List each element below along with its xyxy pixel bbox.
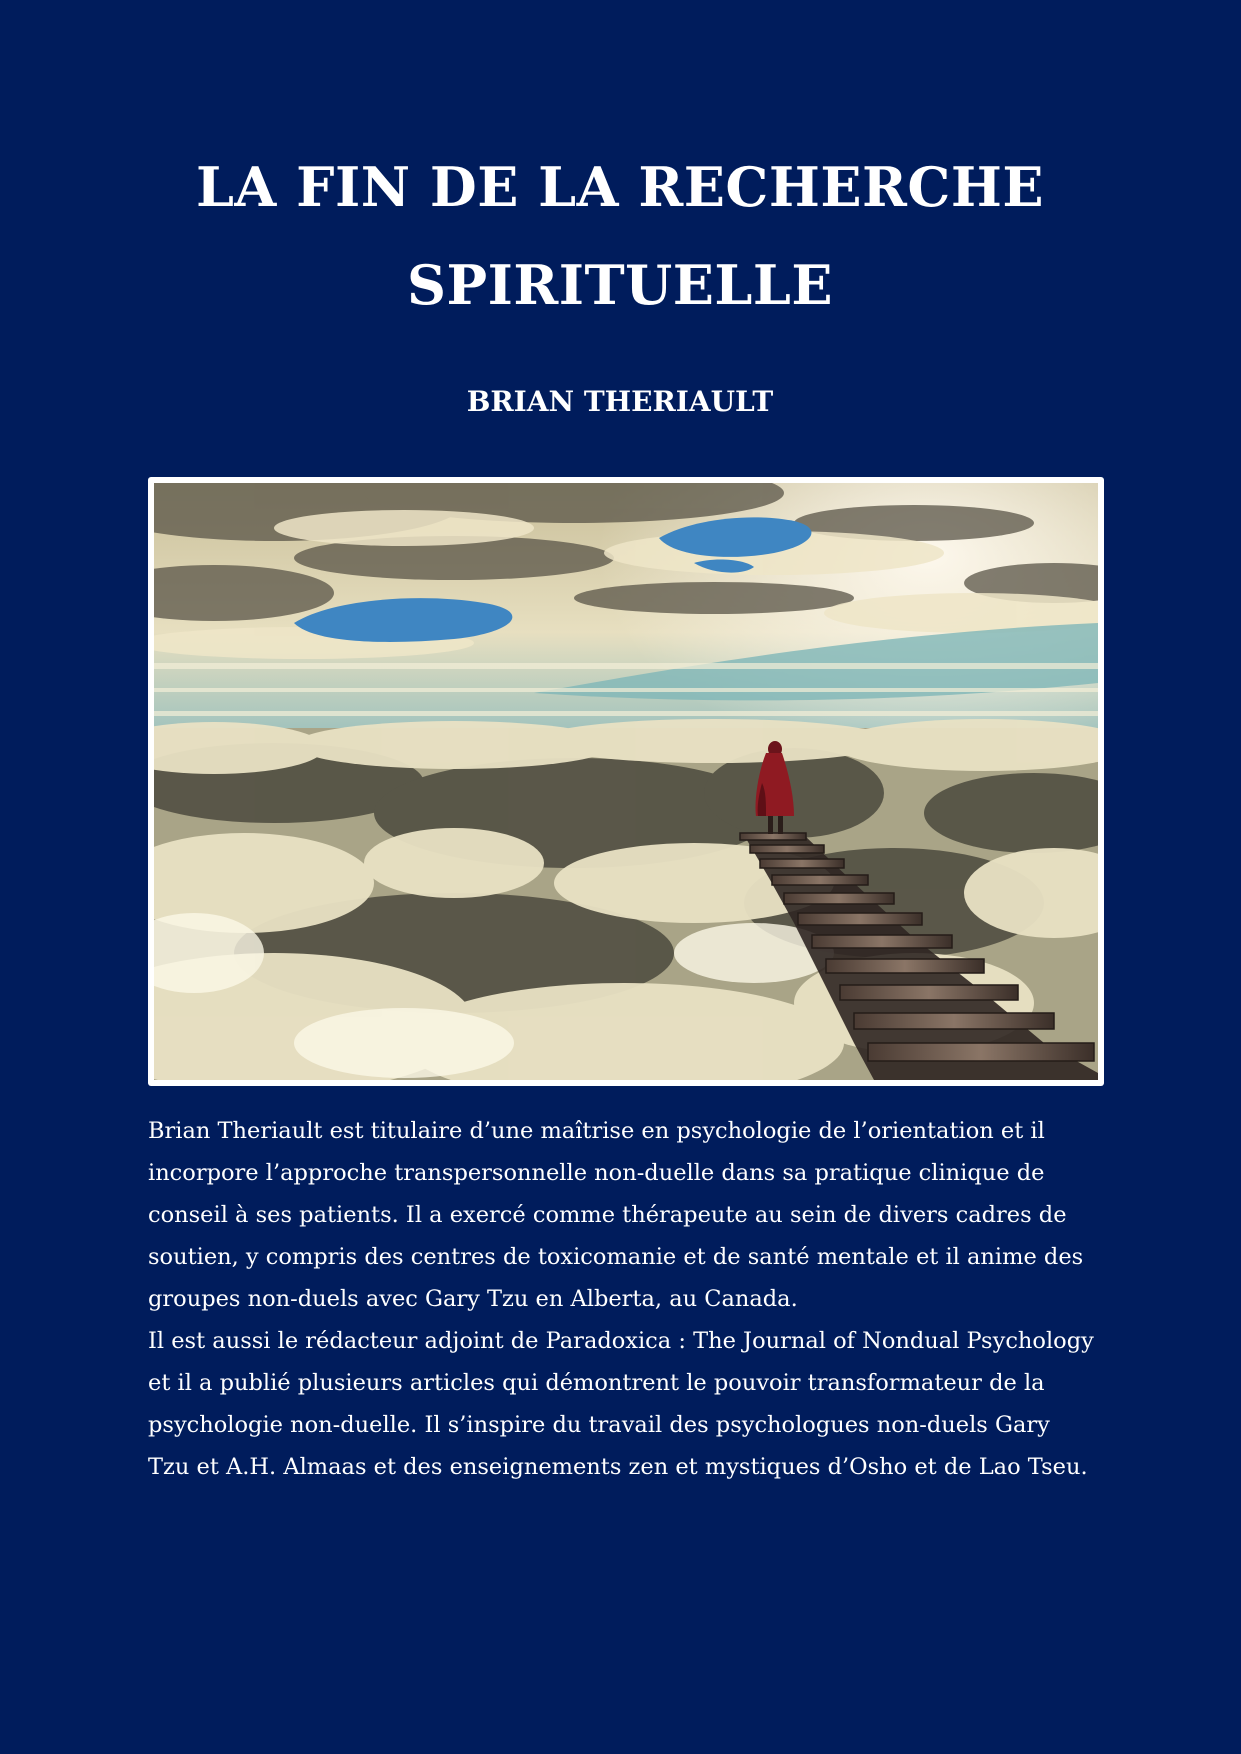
- bio-paragraph: Il est aussi le rédacteur adjoint de Paradoxica : The Journal of Nondual Psychology et il a publié plusieurs articles qui démontrent le pouvoir transformateur de la psychologie non-duelle. Il s’inspire du travail des psychologues non-duels Gary Tzu et A.H. Almaas et des enseignements zen et mystiques d’Osho et de Lao Tseu.: [148, 1328, 1094, 1480]
- author-name: BRIAN THERIAULT: [466, 385, 774, 418]
- cover-illustration: [154, 483, 1098, 1080]
- cover-image-frame: [148, 477, 1104, 1086]
- author-biography: [148, 1110, 1096, 1488]
- bio-paragraph: Brian Theriault est titulaire d’une maîtrise en psychologie de l’orientation et il incorpore l’approche transpersonnelle non-duelle dans sa pratique clinique de conseil à ses patients. Il a exercé comme thérapeute au sein de divers cadres de soutien, y compris des centres de toxicomanie et de santé mentale et il anime des groupes non-duels avec Gary Tzu en Alberta, au Canada.: [148, 1118, 1084, 1312]
- book-title: LA FIN DE LA RECHERCHE SPIRITUELLE: [195, 155, 1045, 317]
